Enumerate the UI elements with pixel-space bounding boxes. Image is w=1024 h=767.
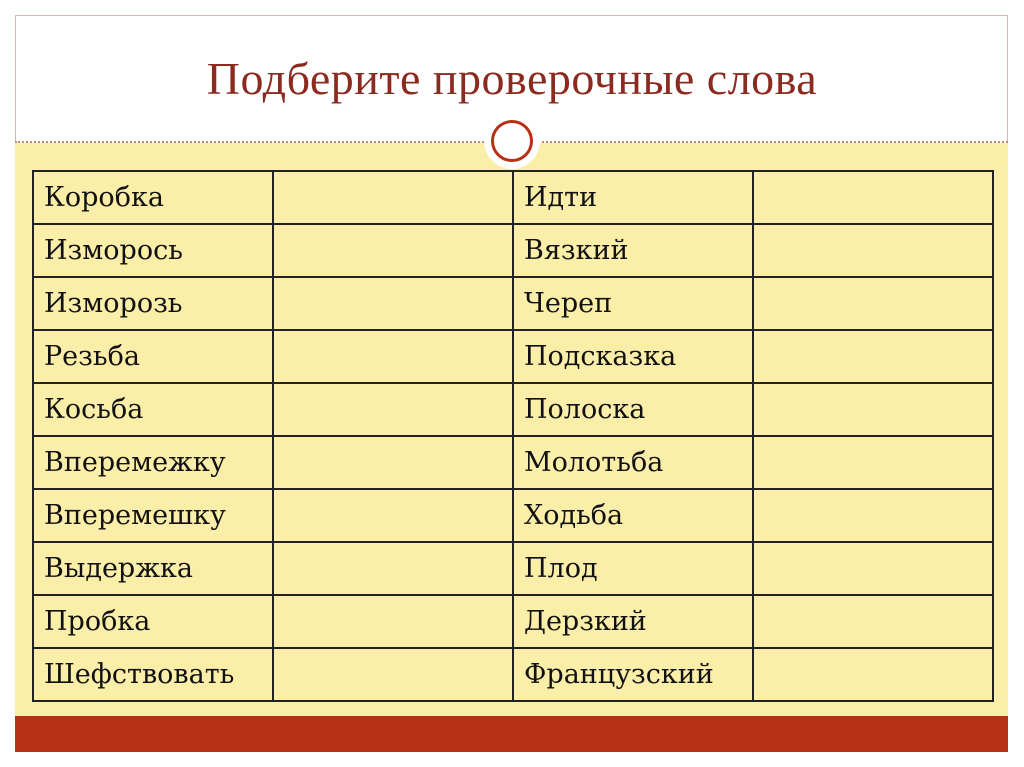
word-cell: Череп <box>513 277 753 330</box>
answer-cell <box>273 383 513 436</box>
word-cell: Дерзкий <box>513 595 753 648</box>
table-row <box>33 595 993 648</box>
answer-cell <box>753 648 993 701</box>
slide-title: Подберите проверочные слова <box>206 53 818 104</box>
word-cell: Вязкий <box>513 224 753 277</box>
answer-cell <box>273 277 513 330</box>
word-cell: Молотьба <box>513 436 753 489</box>
table-row <box>33 436 993 489</box>
word-cell: Вперемешку <box>33 489 273 542</box>
answer-cell <box>753 595 993 648</box>
bottom-bar <box>15 716 1008 752</box>
word-cell: Резьба <box>33 330 273 383</box>
word-cell: Косьба <box>33 383 273 436</box>
answer-cell <box>273 648 513 701</box>
word-cell: Французский <box>513 648 753 701</box>
word-cell: Пробка <box>33 595 273 648</box>
word-cell: Плод <box>513 542 753 595</box>
answer-cell <box>753 542 993 595</box>
answer-cell <box>273 595 513 648</box>
word-cell: Идти <box>513 171 753 224</box>
word-cell: Вперемежку <box>33 436 273 489</box>
answer-cell <box>753 277 993 330</box>
table-row <box>33 330 993 383</box>
answer-cell <box>753 489 993 542</box>
answer-cell <box>273 436 513 489</box>
word-cell: Подсказка <box>513 330 753 383</box>
table-row <box>33 489 993 542</box>
answer-cell <box>753 171 993 224</box>
answer-cell <box>753 383 993 436</box>
table-row <box>33 171 993 224</box>
answer-cell <box>753 330 993 383</box>
answer-cell <box>273 171 513 224</box>
answer-cell <box>753 224 993 277</box>
table-row <box>33 383 993 436</box>
word-cell: Изморозь <box>33 277 273 330</box>
ring-icon <box>491 120 533 162</box>
answer-cell <box>273 489 513 542</box>
answer-cell <box>273 542 513 595</box>
word-cell: Полоска <box>513 383 753 436</box>
answer-cell <box>753 436 993 489</box>
word-cell: Коробка <box>33 171 273 224</box>
words-table <box>32 170 994 702</box>
word-cell: Изморось <box>33 224 273 277</box>
table-row <box>33 648 993 701</box>
answer-cell <box>273 330 513 383</box>
table-row <box>33 542 993 595</box>
word-cell: Ходьба <box>513 489 753 542</box>
table-row <box>33 224 993 277</box>
word-cell: Шефствовать <box>33 648 273 701</box>
word-cell: Выдержка <box>33 542 273 595</box>
table-row <box>33 277 993 330</box>
circle-ornament-icon <box>484 113 540 169</box>
answer-cell <box>273 224 513 277</box>
